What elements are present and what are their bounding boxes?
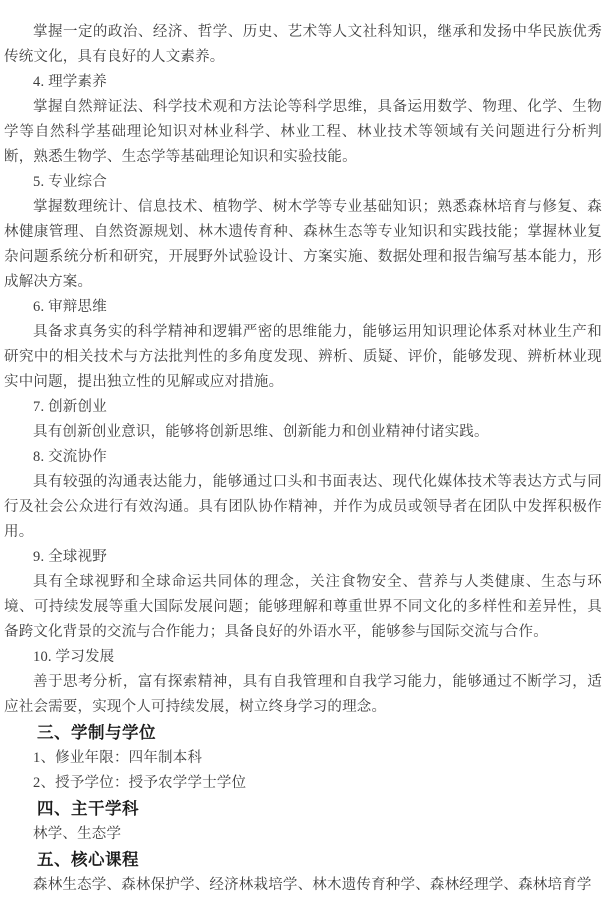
paragraph-degree-conferred: 2、授予学位：授予农学学士学位 xyxy=(33,775,247,791)
subsection-heading-innovation-entrepreneurship: 7. 创新创业 xyxy=(33,399,107,415)
section-heading-main-disciplines: 四、主干学科 xyxy=(37,800,139,818)
paragraph-study-duration: 1、修业年限：四年制本科 xyxy=(33,750,203,766)
subsection-heading-science-literacy: 4. 理学素养 xyxy=(33,74,107,90)
section-heading-duration-and-degree: 三、学制与学位 xyxy=(37,724,156,742)
paragraph-critical-thinking: 具备求真务实的科学精神和逻辑严密的思维能力，能够运用知识理论体系对林业生产和研究中的相关技术与方法批判性的多角度发现、辨析、质疑、评价，能够发现、辨析林业现实中问题，提出独立性的见解或应对措施。 xyxy=(4,324,602,390)
paragraph-science-literacy: 掌握自然辩证法、科学技术观和方法论等科学思维，具备运用数学、物理、化学、生物学等自然科学基础理论知识对林业科学、林业工程、林业技术等领域有关问题进行分析判断，熟悉生物学、生态学等基础理论知识和实验技能。 xyxy=(4,99,602,165)
subsection-heading-learning-development: 10. 学习发展 xyxy=(33,649,115,665)
paragraph-core-courses: 森林生态学、森林保护学、经济林栽培学、林木遗传育种学、森林经理学、森林培育学 xyxy=(33,877,592,893)
section-heading-core-courses: 五、核心课程 xyxy=(37,851,139,869)
subsection-heading-communication-collaboration: 8. 交流协作 xyxy=(33,449,107,465)
paragraph-learning-development: 善于思考分析，富有探索精神，具有自我管理和自我学习能力，能够通过不断学习，适应社会需要，实现个人可持续发展，树立终身学习的理念。 xyxy=(4,674,602,715)
paragraph-humanities-literacy: 掌握一定的政治、经济、哲学、历史、艺术等人文社科知识，继承和发扬中华民族优秀传统文化，具有良好的人文素养。 xyxy=(4,24,602,65)
subsection-heading-global-vision: 9. 全球视野 xyxy=(33,549,107,565)
paragraph-communication-collaboration: 具有较强的沟通表达能力，能够通过口头和书面表达、现代化媒体技术等表达方式与同行及社会公众进行有效沟通。具有团队协作精神，并作为成员或领导者在团队中发挥积极作用。 xyxy=(4,474,602,540)
subsection-heading-critical-thinking: 6. 审辩思维 xyxy=(33,299,107,315)
paragraph-global-vision: 具有全球视野和全球命运共同体的理念，关注食物安全、营养与人类健康、生态与环境、可持续发展等重大国际发展问题；能够理解和尊重世界不同文化的多样性和差异性，具备跨文化背景的交流与合作能力；具备良好的外语水平，能够参与国际交流与合作。 xyxy=(4,574,602,640)
paragraph-innovation-entrepreneurship: 具有创新创业意识，能够将创新思维、创新能力和创业精神付诸实践。 xyxy=(33,424,489,440)
paragraph-main-disciplines: 林学、生态学 xyxy=(33,826,122,842)
subsection-heading-professional-synthesis: 5. 专业综合 xyxy=(33,174,107,190)
paragraph-professional-synthesis: 掌握数理统计、信息技术、植物学、树木学等专业基础知识；熟悉森林培育与修复、森林健康管理、自然资源规划、林木遗传育种、森林生态等专业知识和实践技能；掌握林业复杂问题系统分析和研究，开展野外试验设计、方案实施、数据处理和报告编写基本能力，形成解决方案。 xyxy=(4,199,602,290)
